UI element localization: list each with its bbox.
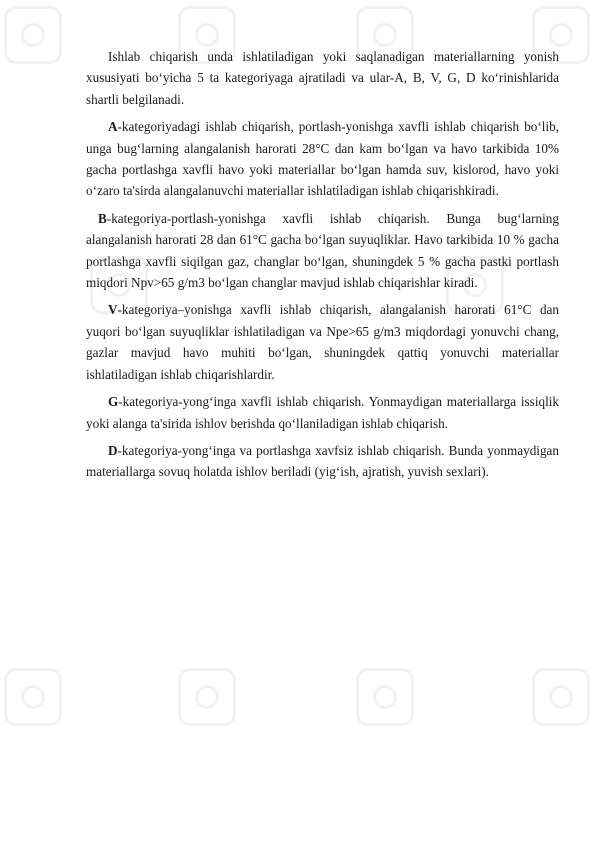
watermark-icon [4,668,62,726]
paragraph-category-d [86,440,559,483]
document-body [86,46,559,489]
paragraph-text: -kategoriyadagi ishlab chiqarish, portlash-yonishga xavfli ishlab chiqarish boʻlib, unga bugʻlarning alangalanish harorati 28°C dan kam boʻlgan va havo tarkibida 10% gacha portlashga xavfli havo yoki materiallar boʻlgan hamda suv, kislorod, havo yoki oʻzaro ta'sirda alangalanuvchi materiallar ishlatiladigan ishlab chiqarishkiradi. [86,119,559,199]
paragraph-category-v [86,299,559,385]
paragraph-text: Ishlab chiqarish unda ishlatiladigan yoki saqlanadigan materiallarning yonish xususiyati boʻyicha 5 ta kategoriyaga ajratiladi va ular-A, B, V, G, D koʻrinishlarida shartli belgilanadi. [86,49,559,107]
paragraph-text: -kategoriya-portlash-yonishga xavfli ishlab chiqarish. Bunga bugʻlarning alangalanish harorati 28 dan 61°C gacha boʻlgan suyuqliklar. Havo tarkibida 10 % gacha portlashga xavfli siqilgan gaz, changlar boʻlgan, shuningdek 5 % gacha pastki portlash miqdori Npv>65 g/m3 boʻlgan changlar mavjud ishlab chiqarishlar kiradi. [86,210,559,291]
category-letter: D [108,442,118,458]
watermark-icon [532,668,590,726]
watermark-icon [178,668,236,726]
category-letter: B [98,210,107,226]
paragraph-category-a [86,116,559,202]
paragraph-text: -kategoriya-yongʻinga xavfli ishlab chiqarish. Yonmaydigan materiallarga issiqlik yoki alanga ta'sirida ishlov berishda qoʻllaniladigan ishlab chiqarish. [86,394,559,431]
category-letter: G [108,394,119,410]
paragraph-category-b [86,208,559,294]
watermark-icon [356,668,414,726]
paragraph-text: -kategoriya-yongʻinga va portlashga xavfsiz ishlab chiqarish. Bunda yonmaydigan materiallarga sovuq holatda ishlov beriladi (yigʻish, ajratish, yuvish sexlari). [86,442,559,480]
paragraph-intro [86,46,559,110]
category-letter: A [108,119,118,135]
paragraph-text: -kategoriya–yonishga xavfli ishlab chiqarish, alangalanish harorati 61°C dan yuqori boʻlgan suyuqliklar ishlatiladigan va Npe>65 g/m3 miqdordagi yonuvchi chang, gazlar mavjud havo muhiti boʻlgan, shuningdek qattiq yonuvchi materiallar ishlatiladigan ishlab chiqarishlardir. [86,302,559,382]
paragraph-category-g [86,391,559,434]
watermark-icon [4,6,62,64]
category-letter: V [108,302,118,318]
